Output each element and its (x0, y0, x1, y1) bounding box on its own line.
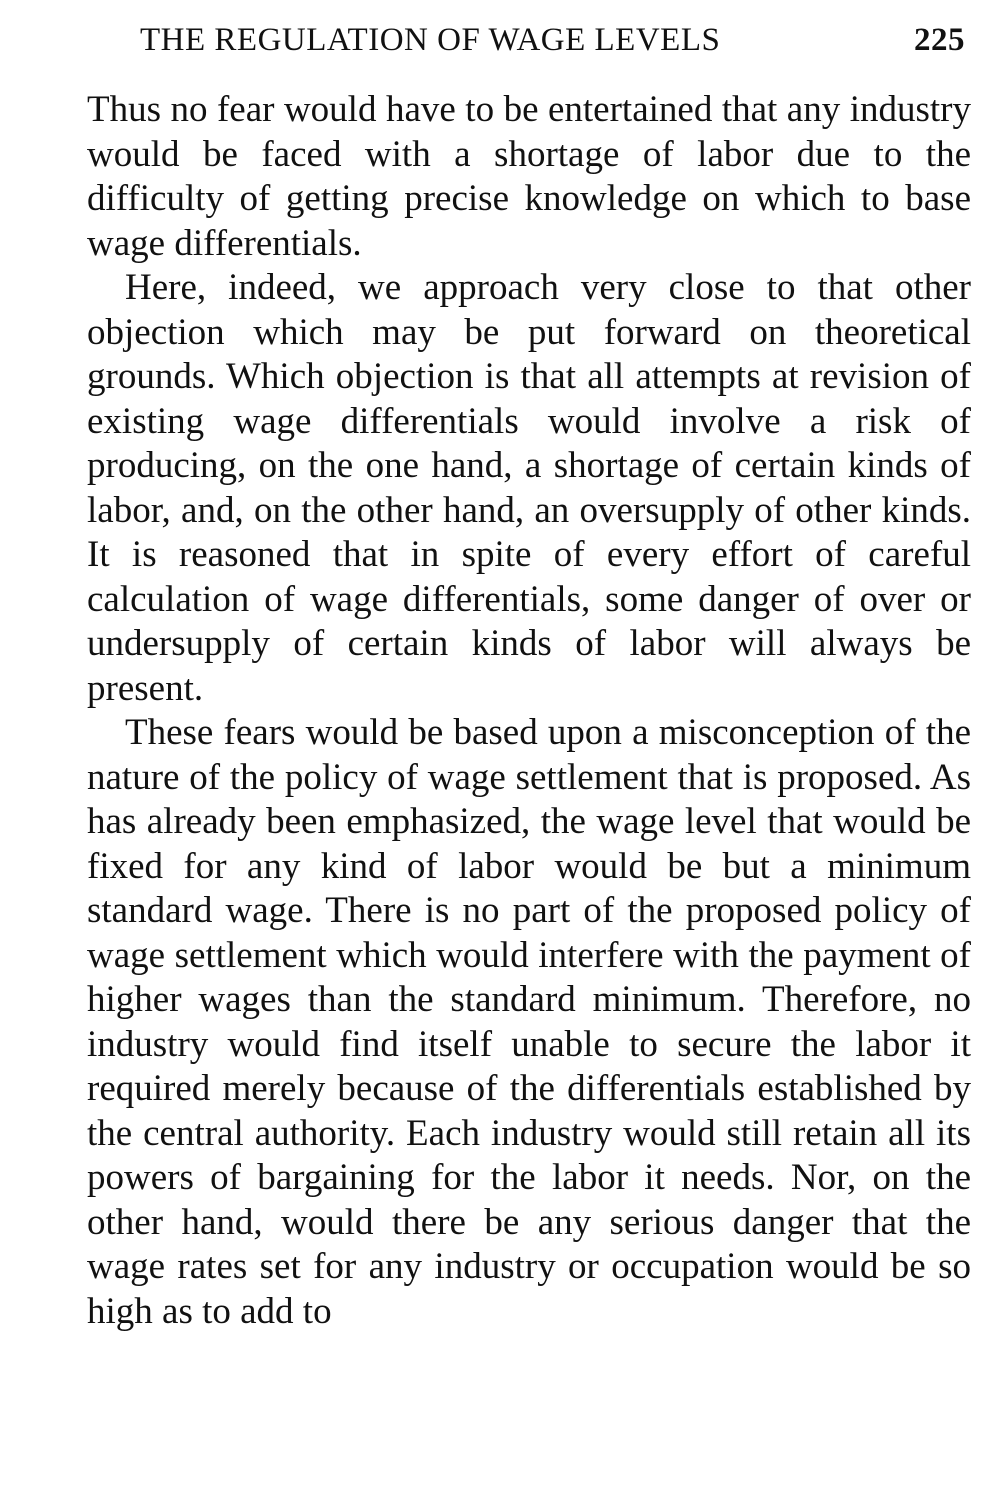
page-number: 225 (914, 22, 965, 58)
running-head (140, 22, 965, 68)
running-head-title: THE REGULATION OF WAGE LEVELS (140, 22, 721, 58)
body-text (87, 88, 971, 1334)
paragraph: Here, indeed, we approach very close to that other objection which may be put forward on theoretical grounds. Which objection is that all attempts at revision of existing wage differentials would involve a risk of producing, on the one hand, a shortage of certain kinds of labor, and, on the other hand, an oversupply of other kinds. It is reasoned that in spite of every effort of careful calculation of wage differentials, some danger of over or undersupply of certain kinds of labor will always be present. (87, 267, 971, 709)
paragraph-continued: Thus no fear would have to be entertained that any industry would be faced with a shortage of labor due to the difficulty of getting precise knowledge on which to base wage differentials. (87, 89, 971, 264)
paragraph: These fears would be based upon a misconception of the nature of the policy of wage settlement that is proposed. As has already been emphasized, the wage level that would be fixed for any kind of labor would be but a minimum standard wage. There is no part of the proposed policy of wage settlement which would interfere with the payment of higher wages than the standard minimum. Therefore, no industry would find itself unable to secure the labor it required merely because of the differentials established by the central authority. Each industry would still retain all its powers of bargaining for the labor it needs. Nor, on the other hand, would there be any serious danger that the wage rates set for any industry or occupation would be so high as to add to (87, 712, 971, 1332)
